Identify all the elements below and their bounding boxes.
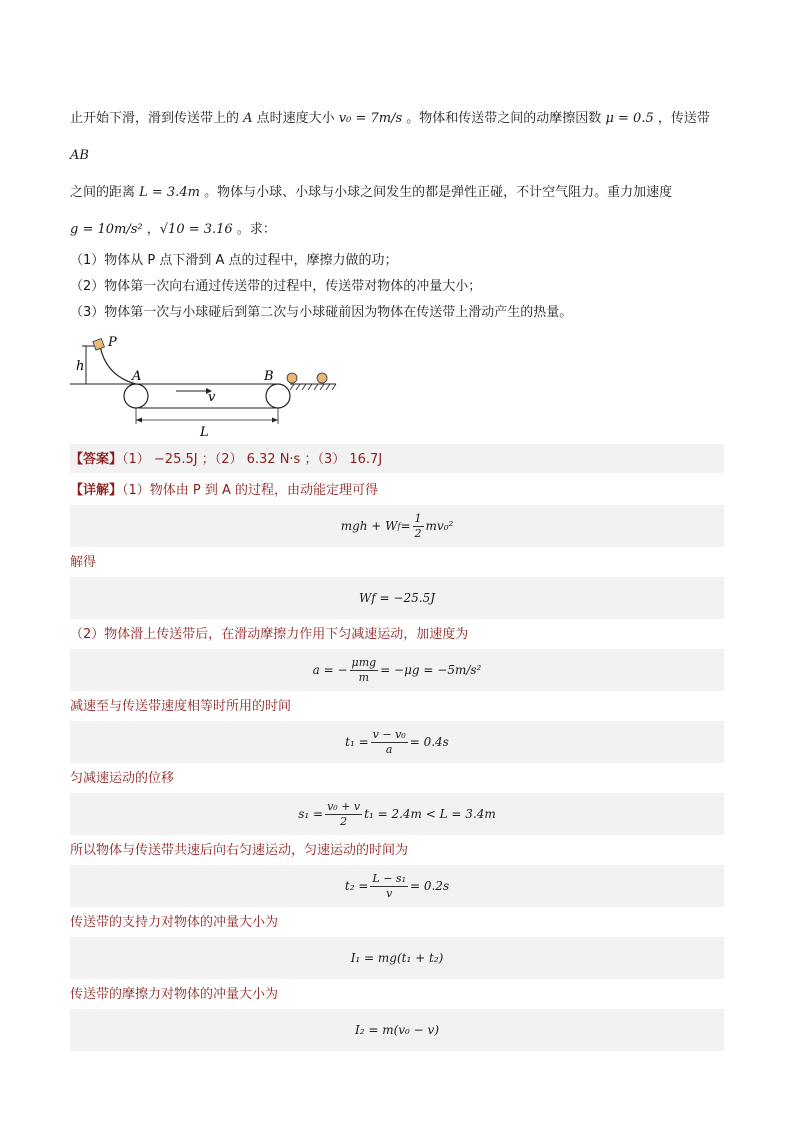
eq5-fraction — [325, 800, 362, 829]
eq6-right: = 0.2s — [409, 879, 450, 893]
eq4-num: v − v₀ — [372, 727, 406, 741]
sqrt-value: √10 = 3.16 — [159, 222, 233, 237]
equation-work — [70, 577, 724, 619]
eq4-den: a — [385, 742, 393, 756]
slide-curve — [100, 346, 136, 384]
gravity-value: g = 10m/s² — [70, 222, 143, 237]
ball-1-icon — [287, 373, 297, 383]
question-list — [70, 248, 724, 326]
eq1-left: mgh + W — [340, 519, 398, 533]
belt-ab: AB — [70, 148, 89, 163]
eq4-fraction — [371, 728, 408, 757]
conveyor-figure — [70, 330, 340, 440]
eq7-text: I₁ = mg(t₁ + t₂) — [350, 951, 444, 965]
equation-i1 — [70, 937, 724, 979]
eq6-fraction — [370, 872, 408, 901]
detail-tag: 【详解】 — [70, 483, 123, 498]
question-2: （2）物体第一次向右通过传送带的过程中，传送带对物体的冲量大小； — [70, 279, 482, 294]
intro-text: 。物体和传送带之间的动摩擦因数 — [402, 111, 606, 126]
eq3-num: μmg — [351, 655, 377, 669]
intro-text: ， — [142, 222, 160, 237]
eq5-left: s₁ = — [298, 807, 324, 821]
eq3-left: a = − — [312, 663, 348, 677]
answer-bar — [70, 444, 724, 473]
eq5-num: v₀ + v — [327, 799, 361, 813]
eq1-den: 2 — [414, 526, 422, 540]
eq2-text: Wf = −25.5J — [358, 591, 436, 605]
eq1-equals: = — [400, 519, 411, 533]
label-l: L — [200, 425, 209, 440]
pulley-b — [266, 384, 290, 408]
intro-text: 之间的距离 — [70, 185, 140, 200]
v0-value: v₀ = 7m/s — [338, 111, 403, 126]
ground-hatching — [290, 384, 336, 390]
answer-tag: 【答案】 — [70, 452, 123, 467]
eq4-right: = 0.4s — [409, 735, 449, 749]
eq4-left: t₁ = — [345, 735, 369, 749]
eq6-den: v — [386, 886, 393, 900]
detail-text: （1）物体由 P 到 A 的过程，由动能定理可得 — [122, 483, 379, 498]
eq6-num: L − s₁ — [372, 871, 406, 885]
answer-text: （1） −25.5J ；（2） 6.32 N·s ；（3） 16.7J — [122, 452, 383, 467]
block-icon — [93, 339, 105, 351]
eq3-right: = −μg = −5m/s² — [380, 663, 482, 677]
label-h: h — [76, 359, 85, 374]
equation-t1 — [70, 721, 724, 763]
equation-t2 — [70, 865, 724, 907]
question-3: （3）物体第一次与小球碰后到第二次与小球碰前因为物体在传送带上滑动产生的热量。 — [70, 305, 573, 320]
equation-energy — [70, 505, 724, 547]
question-1: （1）物体从 P 点下滑到 A 点的过程中，摩擦力做的功； — [70, 253, 398, 268]
label-v: v — [208, 390, 216, 405]
l-arrow-right — [272, 418, 278, 423]
step-support-impulse-label: 传送带的支持力对物体的冲量大小为 — [70, 915, 279, 930]
detail-heading — [70, 481, 724, 501]
eq1-num: 1 — [414, 511, 422, 525]
eq3-den: m — [358, 670, 370, 684]
step-accel-label: （2）物体滑上传送带后，在滑动摩擦力作用下匀减速运动，加速度为 — [70, 627, 469, 642]
eq8-text: I₂ = m(v₀ − v) — [354, 1023, 440, 1037]
point-a: A — [243, 111, 253, 126]
length-value: L = 3.4m — [139, 185, 200, 200]
eq6-left: t₂ = — [344, 879, 369, 893]
intro-text: ，传送带 — [653, 111, 710, 126]
eq5-den: 2 — [340, 814, 348, 828]
eq5-right: t₁ = 2.4m < L = 3.4m — [364, 807, 496, 821]
label-p: P — [108, 335, 117, 350]
eq3-fraction — [350, 656, 379, 685]
intro-text: 。求： — [232, 222, 276, 237]
mu-value: μ = 0.5 — [605, 111, 654, 126]
label-a: A — [132, 369, 142, 384]
l-arrow-left — [136, 418, 142, 423]
equation-accel — [70, 649, 724, 691]
step-solve-label: 解得 — [70, 555, 97, 570]
intro-text: 。物体与小球、小球与小球之间发生的都是弹性正碰，不计空气阻力。重力加速度 — [199, 185, 673, 200]
problem-intro — [70, 100, 724, 248]
equation-i2 — [70, 1009, 724, 1051]
intro-text: 点时速度大小 — [252, 111, 339, 126]
eq1-fraction — [413, 512, 424, 541]
step-uniform-label: 所以物体与传送带共速后向右匀速运动，匀速运动的时间为 — [70, 843, 409, 858]
conveyor-diagram — [70, 330, 340, 440]
document-page — [70, 100, 724, 1057]
eq1-sub: f — [397, 521, 401, 531]
intro-text: 止开始下滑，滑到传送带上的 — [70, 111, 244, 126]
step-friction-impulse-label: 传送带的摩擦力对物体的冲量大小为 — [70, 987, 279, 1002]
step-time-label: 减速至与传送带速度相等时所用的时间 — [70, 699, 292, 714]
eq1-right: mv₀² — [425, 519, 454, 533]
equation-s1 — [70, 793, 724, 835]
ball-2-icon — [317, 373, 327, 383]
step-displacement-label: 匀减速运动的位移 — [70, 771, 175, 786]
pulley-a — [124, 384, 148, 408]
label-b: B — [264, 369, 274, 384]
